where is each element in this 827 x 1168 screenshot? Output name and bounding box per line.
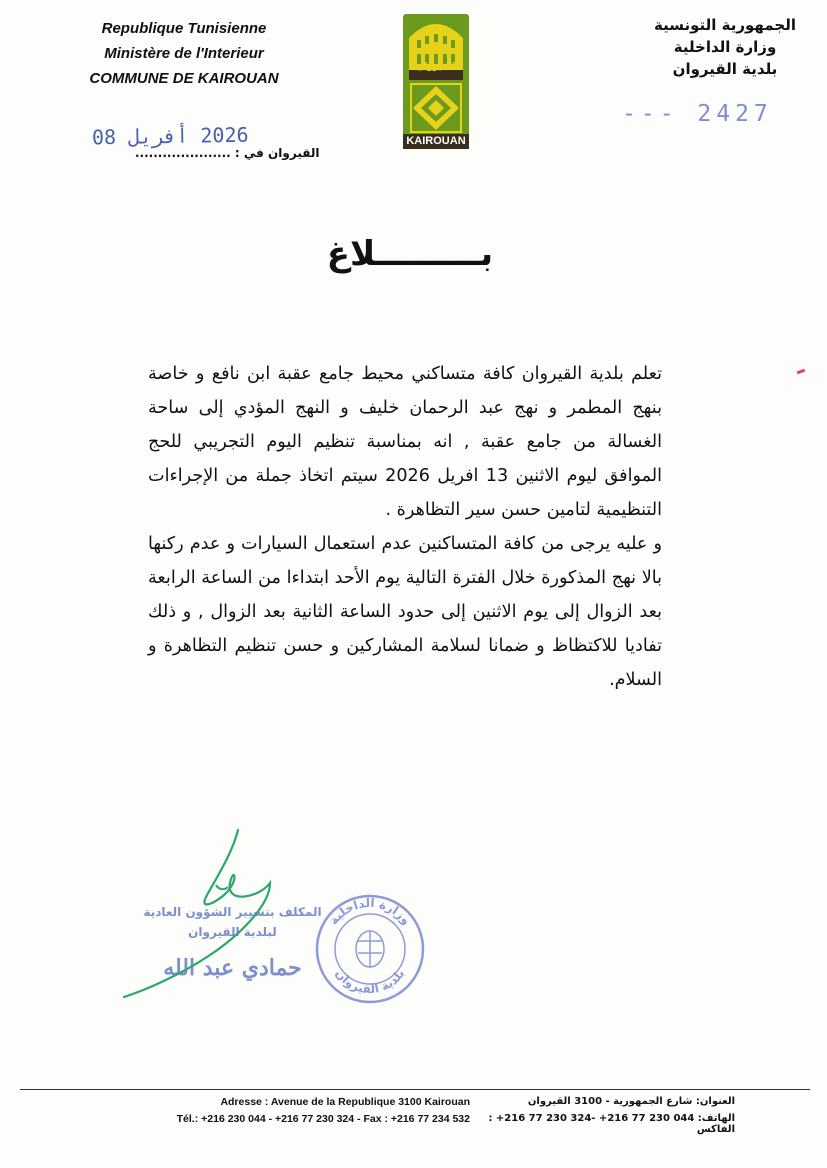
footer-divider bbox=[20, 1089, 810, 1090]
paragraph-2: و عليه يرجى من كافة المتساكنين عدم استعمال السيارات و عدم ركنها بالا نهج المذكورة خلال الفترة التالية يوم الأحد ابتداءا من الساعة الرابعة بعد الزوال إلى يوم الاثنين إلى حدود الساعة الثانية بعد الزوال , و ذلك تفاديا للاكتظاظ و ضمانا لسلامة المشاركين و حسن تنظيم التظاهرة و السلام. bbox=[148, 534, 662, 690]
signatory-title: المكلف بتسيير الشؤون العادية bbox=[143, 905, 322, 919]
svg-text:وزارة الداخلية bbox=[326, 896, 413, 928]
seal-top-text: وزارة الداخلية bbox=[326, 895, 414, 928]
seal-bottom-text: بلدية القيروان bbox=[332, 966, 408, 997]
notice-body bbox=[148, 357, 662, 697]
footer-address-ar: العنوان: شارع الجمهورية - 3100 القيروان bbox=[527, 1096, 735, 1107]
footer-phone-ar: الهاتف: 044 230 77 216+ -324 230 77 216+ : الفاكس bbox=[488, 1113, 735, 1135]
date-label: القيروان في : ..................... bbox=[135, 146, 320, 160]
country-fr: Republique Tunisienne bbox=[101, 20, 267, 37]
header-french bbox=[78, 16, 290, 91]
svg-text:بلدية القيروان bbox=[333, 966, 408, 996]
logo-script: القيروان bbox=[416, 62, 456, 72]
signatory-name: حمادي عبد الله bbox=[163, 955, 302, 981]
header-arabic bbox=[640, 14, 810, 80]
commune-fr: COMMUNE DE KAIROUAN bbox=[89, 70, 279, 87]
official-seal-icon bbox=[312, 893, 428, 1005]
country-ar: الجمهورية التونسية bbox=[654, 16, 796, 34]
paragraph-1: تعلم بلدية القيروان كافة متساكني محيط جامع عقبة ابن نافع و خاصة بنهج المطمر و نهج عبد الرحمان خليف و النهج المؤدي إلى ساحة الغسالة من جامع عقبة , انه بمناسبة تنظيم اليوم التجريبي للحج الموافق ليوم الاثنين 13 افريل 2026 سيتم اتخاذ جملة من الإجراءات التنظيمية لتامين حسن سير التظاهرة . bbox=[148, 364, 662, 520]
logo-caption: KAIROUAN bbox=[403, 134, 469, 149]
signatory-org: لبلدية القيروان bbox=[188, 925, 277, 939]
handwritten-signature-icon bbox=[120, 825, 280, 1005]
document-title: بـــــــــلاغ bbox=[326, 234, 494, 274]
ministry-fr: Ministère de l'Interieur bbox=[104, 45, 264, 62]
ministry-ar: وزارة الداخلية bbox=[673, 38, 777, 56]
date-stamp: 2026 أفريل 08 bbox=[91, 122, 249, 150]
footer-phone-fr: Tél.: +216 230 044 - +216 77 230 324 - Fax : +216 77 234 532 bbox=[176, 1113, 470, 1125]
red-mark bbox=[797, 369, 806, 375]
footer-address-fr: Adresse : Avenue de la Republique 3100 Kairouan bbox=[220, 1096, 470, 1108]
commune-ar: بلدية القيروان bbox=[672, 60, 778, 78]
kairouan-logo-icon bbox=[403, 14, 469, 148]
reference-number: --- 2427 bbox=[622, 101, 773, 127]
